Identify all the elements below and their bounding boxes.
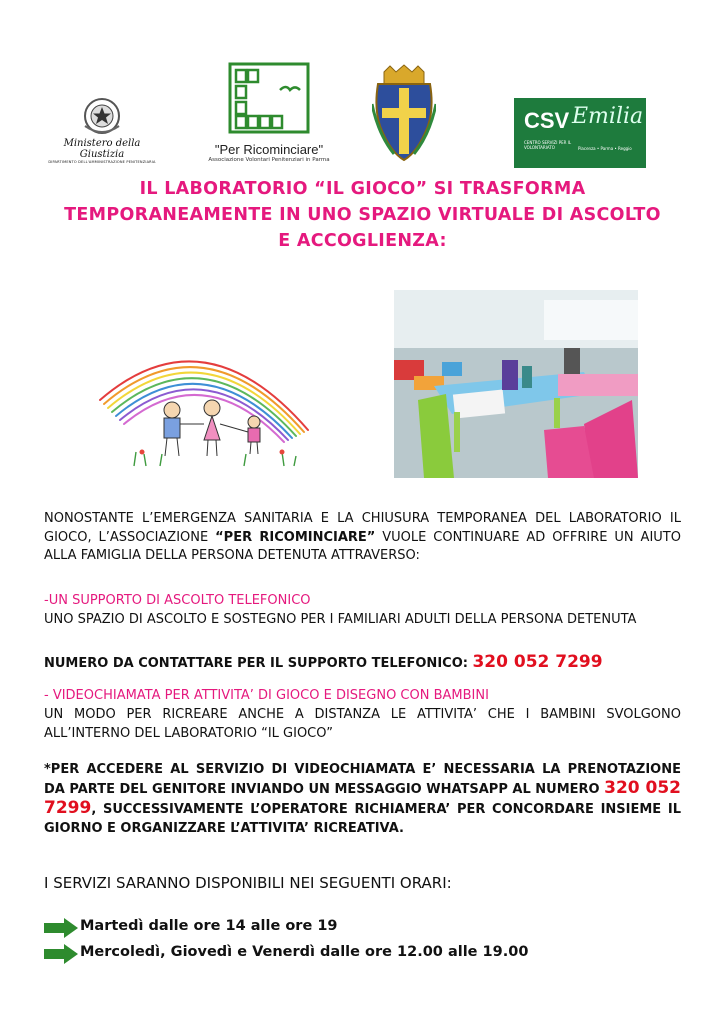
ministero-logo xyxy=(42,96,162,168)
csv-subtitle: CENTRO SERVIZI PER IL VOLONTARIATO xyxy=(524,140,572,150)
booking-note xyxy=(44,760,681,838)
schedule-intro: I SERVIZI SARANNO DISPONIBILI NEI SEGUENTI ORARI: xyxy=(44,874,452,892)
csv-text: CSV xyxy=(524,108,570,133)
right-arrow-icon xyxy=(44,918,78,938)
schedule-item-text: Mercoledì, Giovedì e Venerdì dalle ore 12.00 alle 19.00 xyxy=(80,944,529,960)
service2-heading: - VIDEOCHIAMATA PER ATTIVITA’ DI GIOCO E DISEGNO CON BAMBINI xyxy=(44,688,489,703)
service1-heading: -UN SUPPORTO DI ASCOLTO TELEFONICO xyxy=(44,593,311,608)
classroom-photo xyxy=(394,290,638,478)
service1-description: UNO SPAZIO DI ASCOLTO E SOSTEGNO PER I FAMILIARI ADULTI DELLA PERSONA DETENUTA xyxy=(44,612,637,627)
ministero-department: DIPARTIMENTO DELL'AMMINISTRAZIONE PENITENZIARIA xyxy=(48,160,156,164)
service2-description: UN MODO PER RICREARE ANCHE A DISTANZA LE ATTIVITA’ CHE I BAMBINI SVOLGONO ALL’INTERNO DEL LABORATORIO “IL GIOCO” xyxy=(44,707,681,741)
intro-paragraph xyxy=(44,510,681,566)
family-rainbow-drawing xyxy=(94,330,314,472)
per-ricominciare-subtitle: Associazione Volontari Penitenziari in Parma xyxy=(208,157,330,163)
service1-contact xyxy=(44,653,681,674)
emilia-text: Emilia xyxy=(572,104,644,129)
title-line-1: IL LABORATORIO “IL GIOCO” SI TRASFORMA xyxy=(139,179,586,199)
phone-number[interactable]: 320 052 7299 xyxy=(472,652,603,672)
intro-text-1: NONOSTANTE L’EMERGENZA SANITARIA E LA CHIUSURA TEMPORANEA DEL LABORATORIO IL GIOCO, L’ASSOCIAZIONE xyxy=(44,511,681,545)
intro-text-2: VUOLE CONTINUARE AD OFFRIRE UN AIUTO ALLA FAMIGLIA DELLA PERSONA DETENUTA ATTRAVERSO: xyxy=(44,529,681,563)
title-line-2: TEMPORANEAMENTE IN UNO SPAZIO VIRTUALE DI ASCOLTO xyxy=(64,205,661,225)
booking-note-text-1: *PER ACCEDERE AL SERVIZIO DI VIDEOCHIAMATA E’ NECESSARIA LA PRENOTAZIONE DA PARTE DEL GENITORE INVIANDO UN MESSAGGIO WHATSAPP AL NUMERO xyxy=(44,762,681,797)
parma-coat-of-arms xyxy=(372,64,436,164)
per-ricominciare-logo xyxy=(200,62,338,168)
schedule-item xyxy=(44,916,681,940)
italian-emblem-icon xyxy=(79,96,125,136)
logo-header xyxy=(40,58,690,173)
association-name: “PER RICOMINCIARE” xyxy=(215,529,376,545)
contact-label: NUMERO DA CONTATTARE PER IL SUPPORTO TELEFONICO: xyxy=(44,656,473,671)
right-arrow-icon xyxy=(44,944,78,964)
per-ricominciare-name: "Per Ricominciare" xyxy=(214,142,324,157)
title-line-3: E ACCOGLIENZA: xyxy=(278,231,447,251)
schedule-item-text: Martedì dalle ore 14 alle ore 19 xyxy=(80,918,338,934)
schedule-item xyxy=(44,942,681,966)
csv-emilia-logo xyxy=(514,98,646,168)
ministero-name: Ministero della Giustizia xyxy=(63,138,141,160)
prison-window-icon xyxy=(228,62,310,134)
page-title xyxy=(30,176,695,254)
whatsapp-number[interactable]: 320 052 7299 xyxy=(44,778,682,818)
csv-places: Piacenza • Parma • Reggio xyxy=(578,146,632,151)
coat-of-arms-icon xyxy=(372,64,436,164)
booking-note-text-2: , SUCCESSIVAMENTE L’OPERATORE RICHIAMERA’ PER CONCORDARE INSIEME IL GIORNO E ORGANIZZARE L’ATTIVITA’ RICREATIVA. xyxy=(44,802,681,836)
